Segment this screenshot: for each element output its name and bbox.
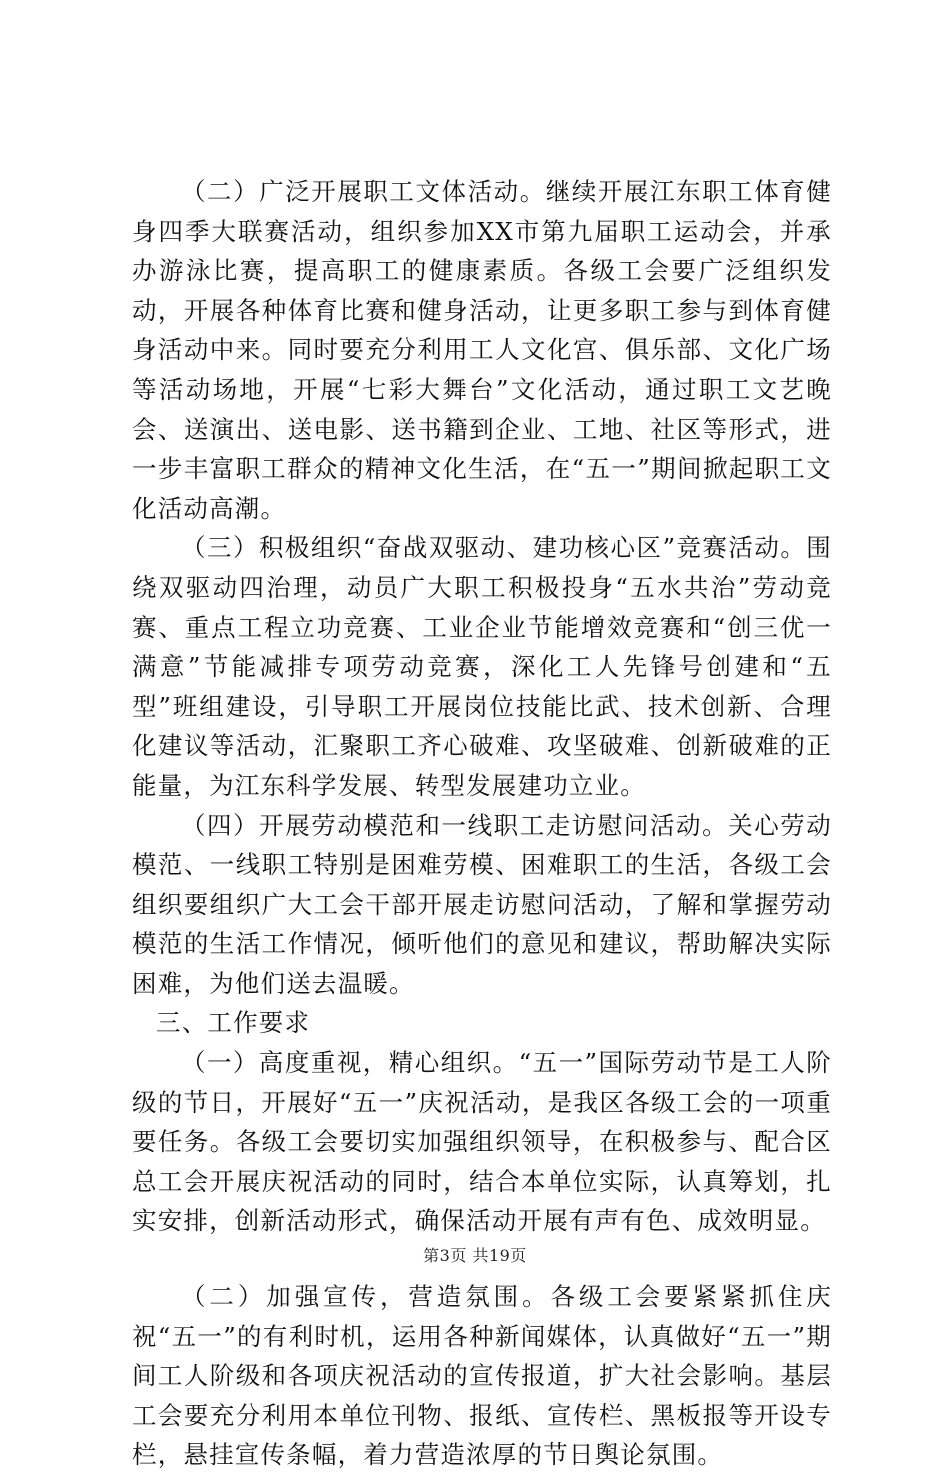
page-footer: 第3页 共19页	[423, 1246, 527, 1265]
section-heading-requirements: 三、工作要求	[156, 1008, 311, 1038]
paragraph-sports-culture: （二）广泛开展职工文体活动。继续开展江东职工体育健身四季大联赛活动，组织参加XX市第九届职工运动会，并承办游泳比赛，提高职工的健康素质。各级工会要广泛组织发动，开展各种体育比赛和健身活动，让更多职工参与到体育健身活动中来。同时要充分利用工人文化宫、俱乐部、文化广场等活动场地，开展“七彩大舞台”文化活动，通过职工文艺晚会、送演出、送电影、送书籍到企业、工地、社区等形式，进一步丰富职工群众的精神文化生活，在“五一”期间掀起职工文化活动高潮。	[132, 177, 832, 523]
paragraph-publicity: （二）加强宣传，营造氛围。各级工会要紧紧抓住庆祝“五一”的有利时机，运用各种新闻媒体，认真做好“五一”期间工人阶级和各项庆祝活动的宣传报道，扩大社会影响。基层工会要充分利用本单位刊物、报纸、宣传栏、黑板报等开设专栏，悬挂宣传条幅，着力营造浓厚的节日舆论氛围。	[132, 1282, 832, 1470]
paragraph-competition: （三）积极组织“奋战双驱动、建功核心区”竞赛活动。围绕双驱动四治理，动员广大职工积极投身“五水共治”劳动竞赛、重点工程立功竞赛、工业企业节能增效竞赛和“创三优一满意”节能减排专项劳动竞赛，深化工人先锋号创建和“五型”班组建设，引导职工开展岗位技能比武、技术创新、合理化建议等活动，汇聚职工齐心破难、攻坚破难、创新破难的正能量，为江东科学发展、转型发展建功立业。	[132, 533, 832, 800]
document-body	[132, 172, 832, 1475]
paragraph-organization: （一）高度重视，精心组织。“五一”国际劳动节是工人阶级的节日，开展好“五一”庆祝活动，是我区各级工会的一项重要任务。各级工会要切实加强组织领导，在积极参与、配合区总工会开展庆祝活动的同时，结合本单位实际，认真筹划，扎实安排，创新活动形式，确保活动开展有声有色、成效明显。	[132, 1048, 832, 1236]
paragraph-visits: （四）开展劳动模范和一线职工走访慰问活动。关心劳动模范、一线职工特别是困难劳模、困难职工的生活，各级工会组织要组织广大工会干部开展走访慰问活动，了解和掌握劳动模范的生活工作情况，倾听他们的意见和建议，帮助解决实际困难，为他们送去温暖。	[132, 810, 832, 998]
